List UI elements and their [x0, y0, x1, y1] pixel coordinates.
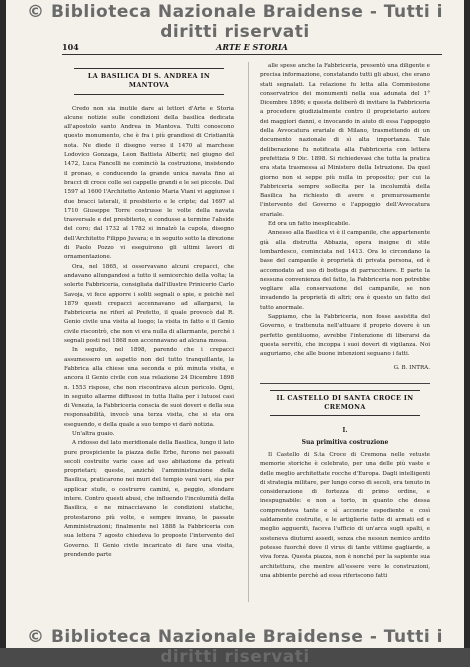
- paragraph: Un'altra guaio.: [72, 430, 115, 437]
- page-number: 104: [62, 42, 79, 52]
- page-header: [62, 40, 442, 55]
- section-subtitle: Sua primitiva costruzione: [301, 438, 389, 446]
- article-title-castello: IL CASTELLO DI SANTA CROCE IN CREMONA: [270, 390, 420, 417]
- paragraph: Il Castello di S.ta Croce di Cremona nelle vetuste memorie storiche è celebrato, per una delle più vaste e delle meglio architettate rocche d'Europa. Dagli intelligenti di strategia militare, per lungo corso di secoli, era tenuto in considerazione di fortezza di primo ordine, e inespugnabile: e non a torto, in quanto che dessa comprendeva tante e sì acconcie espediente e così saldamente costruite, e le artiglierie fatte di armati ed e meglio aggueriti, faceva l'ufficio di un'arca sugli spalti, e sosteneva diuturni assedi, senza che nessun nemico ardito potesse fuorché dove il virus di tante vittime gagliarde, a viva forza. Questa piazza, non è nonché per la sapiente sua architettura, che mentre all'essere vere le construzioni, una abbiente perchè ad essa riferiscono fatti: [260, 451, 430, 579]
- watermark-top: © Biblioteca Nazionale Braidense - Tutti i diritti riservati: [27, 2, 443, 42]
- article-title-basilica: LA BASILICA DI S. ANDREA IN MANTOVA: [74, 68, 224, 95]
- scan-edge-right: [464, 0, 470, 648]
- author-signature: G. B. INTRA.: [393, 364, 430, 371]
- paragraph: Annesso alla Basilica vi è il campanile, che appartenente già alla distrutta Abbazia, opera insigne di stile lombardesco, cominciata nel 1413. Ora lo circondano la base del campanile è proprietà di privata persona, ed è accomodato ad uso di bottega di parrucchiere. E parte la nessuna convenienza del fatto, la Fabbriceria non potrebbe vegliare alla conservazione del campanile, se non invadendo la proprietà di altri; ora è questo un fatto del tutto anormale.: [260, 230, 430, 311]
- watermark-bottom: © Biblioteca Nazionale Braidense - Tutti i diritti riservati: [27, 627, 443, 667]
- paragraph: A ridosso del lato meridionale della Basilica, lungo il lato pure prospiciente la piazza delle Erbe, furono nei passati secoli costruite varie case ad uso abitazione da privati proprietari; queste, anzichè l'amministrazione della Basilica, praticarono nei muri del tempio vani vari, sia per applicar stufe, o costrurre camini, e, peggio, sfondare intere. Contro questi abusi, che influendo l'incolumità della Basilica, e ne minacciavano le condizioni statiche, protestarono più volte, e sempre invano, le passate Amministrazioni; finalmente nel 1888 la Fabbriceria con sua lettera 7 agosto chiedeva lo proposte l'intervento del Governo. Il Genio civile incaricato di fare una visita, prendendo parte: [64, 440, 234, 558]
- scanned-page: [6, 0, 464, 667]
- section-number: I.: [342, 427, 348, 435]
- paragraph: Ed ora un fatto inesplicabile.: [268, 221, 351, 228]
- left-column: [64, 62, 234, 560]
- paragraph: Credo non sia inutile dare ai lettori d'Arte e Storia alcune notizie sulle condizioni della basilica dedicata all'apostolo santo Andrea in Mantova. Tutti conoscono questo monumento, che è fra i più grandiosi di Cristianità nota. Ne diede il disegno verso il 1470 al marchese Lodovico Gonzaga, Leon Battista Alberti; nel giugno del 1472, Luca Fancelli ne cominciò la costruzione, insistendo il pronao, e conducendo la grande unica navata fino ai bracci di croce colle sei cappelle grandi e le sei piccole. Dal 1597 al 1600 l'Architetto Antonio Maria Viani vi aggiunse i due bracci laterali, il presbiterio e le cripte; dal 1697 al 1710 Giuseppe Torre costrusse le volte della navata trasversale e del presbiterio, e condusse a termine l'abside del coro; dal 1732 al 1782 si innalzò la cupola, disegno dell'Architetto Filippo Juvara; e in seguito sotto la direzione di Paolo Pozzo vi eseguirono gli ultimi lavori di ornamentazione.: [64, 105, 234, 261]
- paragraph: Sappiamo, che la Fabbriceria, non fosse assistita del Governo, e trattenuta nell'attuare il proprio dovere è un perfetto gentiluomo, avrebbe l'intenzione di liberarsi da questa servitù, che incoppa i suoi doveri di vigilanza. Noi auguriamo, che alle buone intenzioni seguano i fatti.: [260, 314, 430, 358]
- right-column: [260, 62, 430, 581]
- paragraph: In seguito, nel 1898, parendo che i crepacci assumessero un aspetto non del tutto tranquillante, la Fabbrica alla chiese una seconda e più minuta visita, e ancora il Genio civile con sua relazione 24 Dicembre 1898 n. 1553 rispose, che non riscontrava alcun pericolo. Ogni, in seguito allarme diffusosi in tutta Italia per i lutuosi casi di Venezia, la Fabbriceria conscia de suoi doveri e della sua responsabilità, invocò una terza visita, che si sta ora eseguendo, e della quale a suo tempo vi darò notizia.: [64, 347, 234, 428]
- paragraph: Ora, nel 1865, si osservavano alcuni crepacci, che andavano allungandosi a tutto il semicerchio della volta; la solerte Fabbriceria, consigliata dall'illustre Prinicerio Carlo Savoja, vi fece apporre i soliti segnali o spie, e poichè nel 1879 questi crepacci accennavano ad allargarsi, la Fabbriceria ne riferì al Prefetto, il quale provocò dal R. Genio civile una visita al luogo; la visita in fatto e il Genio civile riscontrò, che non vi era nulla di allarmante, perchè i segnali posti nel 1868 non accennavano ad alcuna mossa.: [64, 263, 234, 345]
- column-divider: [248, 62, 249, 602]
- section-rule: [260, 383, 430, 384]
- journal-title: ARTE E STORIA: [216, 42, 288, 52]
- paragraph: alle spese anche la Fabbriceria, presentò una diligente e precisa informazione, constatando tutti gli abusi, che erano stati segnalati. La relazione fu letta alla Commissione conservatrice dei monumenti nella sua adunata del 1° Dicembre 1896; e questa deliberò di invitare la Fabbriceria a procedere giudizialmente contro il proprietario autore dei maggiori danni, e invocando in aiuto di essa l'appoggio della Avvocatura erariale di Milano, trasmettendo di un documento nazionale di sì alta importanza. Tale deliberazione fu notificata alla Fabbriceria con lettera prefettizia 9 Dic. 1898. Si richiedevasi che tutta la pratica era stata trasmessa al Ministero della Istruzione. Da quel giorno non si seppe più nulla in proposito; per cui la Fabbriceria sempre sollecita per la incolumità della Basilica ha richiesto di avere e premurosamente l'intervento del Governo e l'appoggio dell'Avvocatura erariale.: [260, 63, 430, 218]
